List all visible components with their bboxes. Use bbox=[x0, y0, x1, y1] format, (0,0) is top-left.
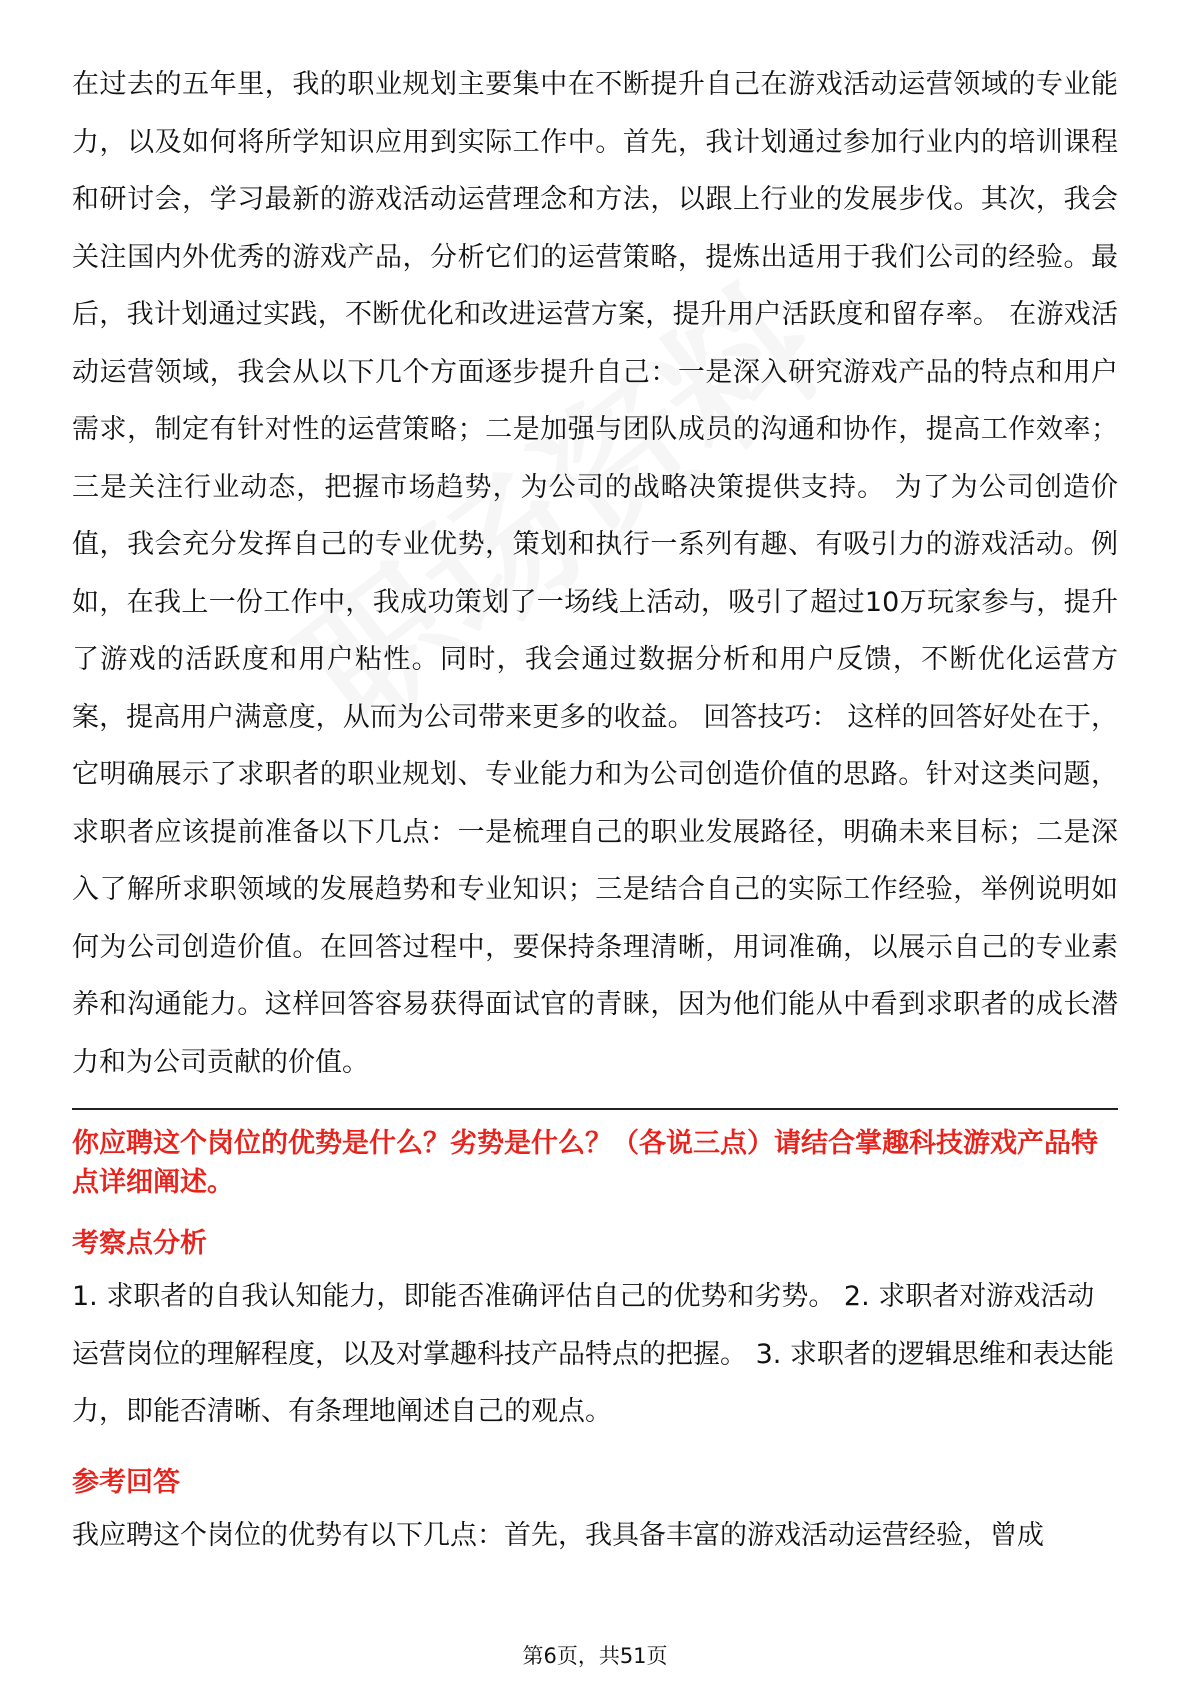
analysis-title: 考察点分析 bbox=[72, 1228, 207, 1259]
section-divider bbox=[72, 1108, 1118, 1110]
intro-paragraph: 在过去的五年里，我的职业规划主要集中在不断提升自己在游戏活动运营领域的专业能力，以及如何将所学知识应用到实际工作中。首先，我计划通过参加行业内的培训课程和研讨会，学习最新的游戏活动运营理念和方法，以跟上行业的发展步伐。其次，我会关注国内外优秀的游戏产品，分析它们的运营策略，提炼出适用于我们公司的经验。最后，我计划通过实践，不断优化和改进运营方案，提升用户活跃度和留存率。 在游戏活动运营领域，我会从以下几个方面逐步提升自己：一是深入研究游戏产品的特点和用户需求，制定有针对性的运营策略；二是加强与团队成员的沟通和协作，提高工作效率；三是关注行业动态，把握市场趋势，为公司的战略决策提供支持。 为了为公司创造价值，我会充分发挥自己的专业优势，策划和执行一系列有趣、有吸引力的游戏活动。例如，在我上一份工作中，我成功策划了一场线上活动，吸引了超过10万玩家参与，提升了游戏的活跃度和用户粘性。同时，我会通过数据分析和用户反馈，不断优化运营方案，提高用户满意度，从而为公司带来更多的收益。 回答技巧： 这样的回答好处在于，它明确展示了求职者的职业规划、专业能力和为公司创造价值的思路。针对这类问题，求职者应该提前准备以下几点：一是梳理自己的职业发展路径，明确未来目标；二是深入了解所求职领域的发展趋势和专业知识；三是结合自己的实际工作经验，举例说明如何为公司创造价值。在回答过程中，要保持条理清晰，用词准确，以展示自己的专业素养和沟通能力。这样回答容易获得面试官的青睐，因为他们能从中看到求职者的成长潜力和为公司贡献的价值。 bbox=[72, 69, 1118, 1078]
question-heading: 你应聘这个岗位的优势是什么？劣势是什么？（各说三点）请结合掌趣科技游戏产品特点详细阐述。 bbox=[72, 1128, 1098, 1198]
analysis-body: 1. 求职者的自我认知能力，即能否准确评估自己的优势和劣势。 2. 求职者对游戏活动运营岗位的理解程度，以及对掌趣科技产品特点的把握。 3. 求职者的逻辑思维和表达能力，即能否清晰、有条理地阐述自己的观点。 bbox=[72, 1281, 1114, 1427]
page-number: 第6页，共51页 bbox=[522, 1644, 668, 1668]
answer-title: 参考回答 bbox=[72, 1466, 180, 1498]
answer-body: 我应聘这个岗位的优势有以下几点：首先，我具备丰富的游戏活动运营经验，曾成 bbox=[72, 1519, 1044, 1551]
document-page bbox=[72, 56, 1118, 1564]
